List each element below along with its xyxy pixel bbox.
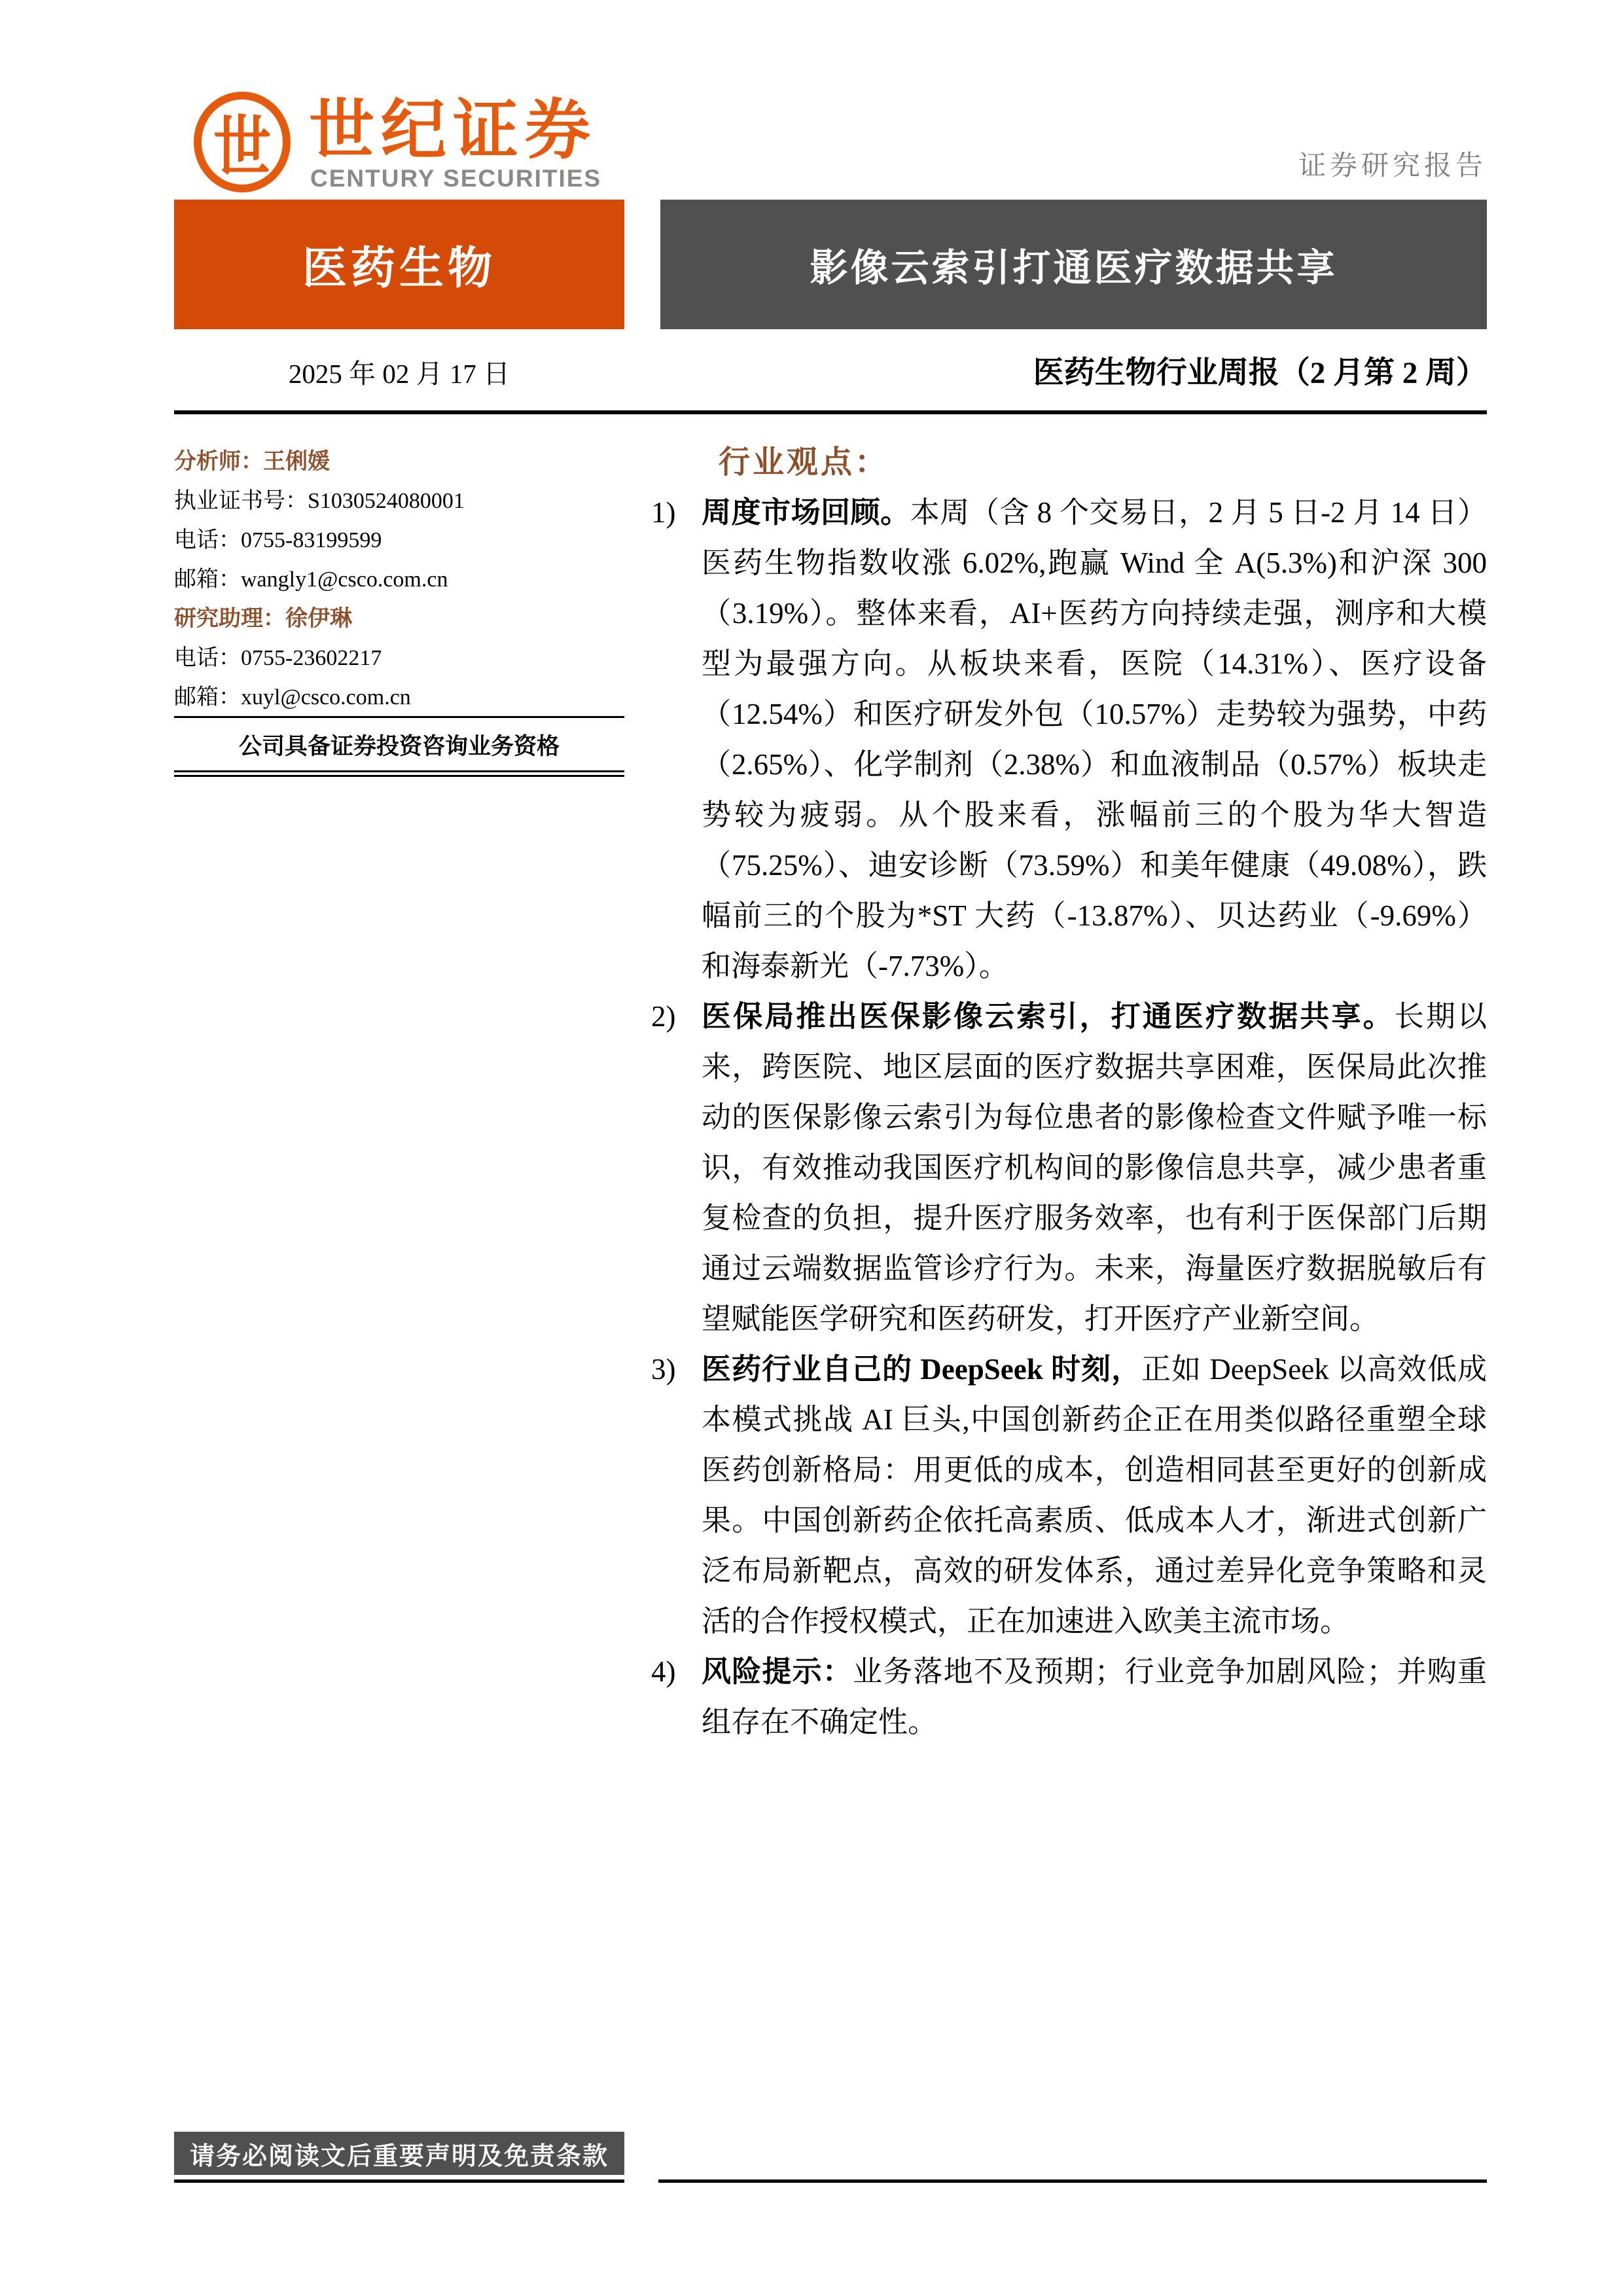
report-date: 2025 年 02 月 17 日	[288, 359, 510, 389]
footer-rule-left	[174, 2179, 624, 2183]
brand-name-en: CENTURY SECURITIES	[310, 165, 602, 192]
opinion-item-3	[651, 1344, 1487, 1647]
headline-text: 影像云索引打通医疗数据共享	[810, 247, 1338, 289]
opinion-item-2	[651, 992, 1487, 1344]
footer-rule-right	[658, 2179, 1487, 2183]
sector-label: 医药生物	[302, 243, 496, 293]
header-divider	[174, 410, 1487, 414]
report-type-label: 证券研究报告	[1298, 151, 1487, 181]
opinion-item-3-number: 3)	[651, 1353, 676, 1386]
opinion-item-2-text	[702, 992, 1487, 1344]
section-heading: 行业观点：	[719, 445, 889, 480]
industry-opinion-section	[651, 437, 1487, 1748]
analyst-panel	[174, 442, 624, 717]
opinion-item-4-lead: 风险提示：	[702, 1655, 853, 1688]
opinion-item-3-text	[702, 1344, 1487, 1647]
century-securities-logo-icon	[194, 92, 291, 192]
disclaimer-box	[174, 2132, 624, 2175]
analyst-name-row: 分析师：王俐媛	[174, 450, 330, 474]
logo-shi-glyph: 世	[213, 109, 271, 185]
assistant-phone-row: 电话：0755-23602217	[174, 646, 382, 670]
analyst-email-row: 邮箱：wangly1@csco.com.cn	[174, 567, 448, 592]
opinion-item-2-number: 2)	[651, 1000, 676, 1033]
opinion-item-1-number: 1)	[651, 496, 676, 529]
opinion-item-4-number: 4)	[651, 1655, 676, 1688]
headline-box	[660, 200, 1487, 329]
opinion-item-1-lead: 周度市场回顾。	[702, 496, 910, 529]
opinion-item-4-text	[702, 1647, 1487, 1748]
opinion-item-2-lead: 医保局推出医保影像云索引，打通医疗数据共享。	[702, 1000, 1395, 1033]
opinion-item-4	[651, 1647, 1487, 1748]
disclaimer-text: 请务必阅读文后重要声明及免责条款	[189, 2142, 609, 2170]
analyst-phone-row: 电话：0755-83199599	[174, 528, 382, 552]
opinion-item-3-lead: 医药行业自己的 DeepSeek 时刻，	[702, 1353, 1142, 1386]
opinion-item-4-body: 业务落地不及预期；行业竞争加剧风险；并购重组存在不确定性。	[702, 1655, 1487, 1738]
opinion-item-2-body: 长期以来，跨医院、地区层面的医疗数据共享困难，医保局此次推动的医保影像云索引为每位患者的影像检查文件赋予唯一标识，有效推动我国医疗机构间的影像信息共享，减少患者重复检查的负担，提升医疗服务效率，也有利于医保部门后期通过云端数据监管诊疗行为。未来，海量医疗数据脱敏后有望赋能医学研究和医药研发，打开医疗产业新空间。	[702, 1000, 1487, 1335]
opinion-item-1-text	[702, 488, 1487, 992]
assistant-email-row: 邮箱：xuyl@csco.com.cn	[174, 685, 411, 709]
opinion-item-3-body: 正如 DeepSeek 以高效低成本模式挑战 AI 巨头,中国创新药企正在用类似路径重塑全球医药创新格局：用更低的成本，创造相同甚至更好的创新成果。中国创新药企依托高素质、低成本人才，渐进式创新广泛布局新靶点，高效的研发体系，通过差异化竞争策略和灵活的合作授权模式，正在加速进入欧美主流市场。	[702, 1353, 1487, 1638]
qualification-text: 公司具备证券投资咨询业务资格	[238, 734, 560, 759]
assistant-name-row: 研究助理：徐伊琳	[174, 607, 352, 631]
analyst-license-row: 执业证书号：S1030524080001	[174, 489, 465, 513]
brand-name-cn: 世纪证券	[309, 94, 597, 167]
qualification-box	[174, 716, 624, 777]
qualification-bottom-rule	[174, 770, 624, 777]
opinion-item-1	[651, 488, 1487, 992]
sector-box	[174, 200, 624, 329]
report-series-title: 医药生物行业周报（2 月第 2 周）	[1033, 356, 1487, 390]
opinion-item-1-body: 本周（含 8 个交易日，2 月 5 日-2 月 14 日）医药生物指数收涨 6.02%,跑赢 Wind 全 A(5.3%)和沪深 300（3.19%）。整体来看，AI+医药方向持续走强，测序和大模型为最强方向。从板块来看，医院（14.31%）、医疗设备（12.54%）和医疗研发外包（10.57%）走势较为强势，中药（2.65%）、化学制剂（2.38%）和血液制品（0.57%）板块走势较为疲弱。从个股来看，涨幅前三的个股为华大智造（75.25%）、迪安诊断（73.59%）和美年健康（49.08%），跌幅前三的个股为*ST 大药（-13.87%）、贝达药业（-9.69%）和海泰新光（-7.73%）。	[702, 496, 1487, 982]
